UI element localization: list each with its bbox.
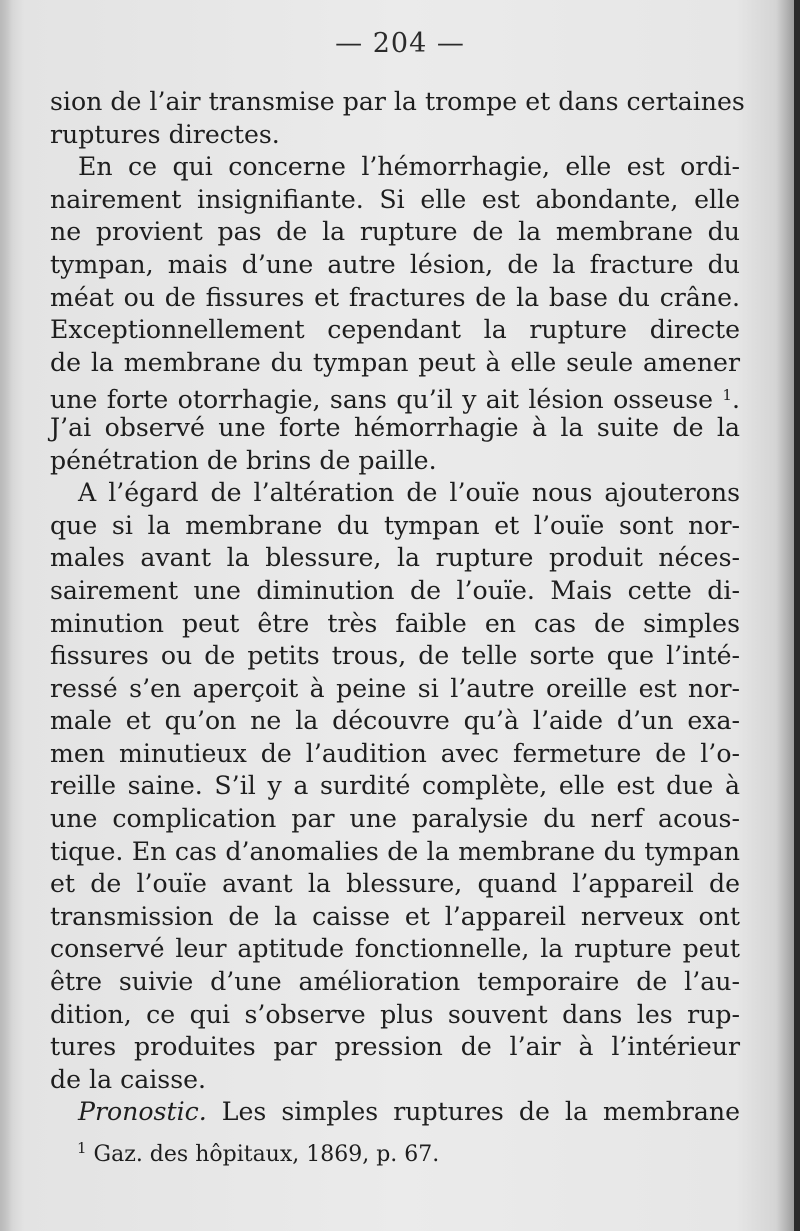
footnote (77, 1139, 439, 1167)
text-line: dition, ce qui s’observe plus souvent dans les rup- (50, 999, 740, 1029)
text-line: ne provient pas de la rupture de la membrane du (50, 217, 740, 247)
text-line: tures produites par pression de l’air à l’intérieur (50, 1032, 740, 1062)
text-line: conservé leur aptitude fonctionnelle, la rupture peut (50, 934, 740, 964)
text-line: fissures ou de petits trous, de telle sorte que l’inté- (50, 641, 740, 671)
text-line: sion de l’air transmise par la trompe et dans certaines (50, 87, 745, 116)
text-line: J’ai observé une forte hémorrhagie à la suite de la (50, 412, 740, 442)
text-line: pénétration de brins de paille. (50, 445, 437, 475)
footnote-number: 1 (77, 1139, 87, 1157)
text-line: males avant la blessure, la rupture produit néces- (50, 543, 740, 573)
text-line: et de l’ouïe avant la blessure, quand l’appareil de (50, 869, 740, 899)
text-line: reille saine. S’il y a surdité complète, elle est due à (50, 771, 740, 801)
text-line: ruptures directes. (50, 119, 280, 149)
text-line: de la caisse. (50, 1064, 207, 1094)
text-line-content: Les simples ruptures de la membrane (206, 1097, 740, 1127)
text-line: A l’égard de l’altération de l’ouïe nous ajouterons (78, 478, 740, 508)
text-line: sairement une diminution de l’ouïe. Mais cette di- (50, 575, 740, 605)
footnote-text: Gaz. des hôpitaux, 1869, p. 67. (86, 1142, 440, 1167)
text-line-pronostic (50, 1096, 740, 1129)
text-line: transmission de la caisse et l’appareil nerveux ont (50, 901, 740, 931)
footnote-ref-suffix: . (731, 385, 740, 415)
text-line: minution peut être très faible en cas de simples (50, 608, 740, 638)
footnote-ref: 1 (722, 386, 732, 405)
text-line: tympan, mais d’une autre lésion, de la fracture du (50, 249, 740, 279)
section-heading-pronostic: Pronostic. (78, 1097, 207, 1127)
text-line: que si la membrane du tympan et l’ouïe sont nor- (50, 510, 740, 540)
text-line: En ce qui concerne l’hémorrhagie, elle est ordi- (78, 152, 740, 182)
text-line-with-footnote (50, 379, 740, 415)
text-line: Exceptionnellement cependant la rupture directe (50, 315, 740, 345)
text-line: méat ou de fissures et fractures de la base du crâne. (50, 282, 740, 312)
page-number: — 204 — (335, 28, 465, 59)
text-line: nairement insignifiante. Si elle est abondante, elle (50, 184, 740, 214)
body-text (50, 86, 745, 1129)
text-line: être suivie d’une amélioration temporaire de l’au- (50, 967, 740, 997)
text-line: men minutieux de l’audition avec fermeture de l’o- (50, 738, 740, 768)
text-line: tique. En cas d’anomalies de la membrane du tympan (50, 836, 740, 866)
text-line: ressé s’en aperçoit à peine si l’autre oreille est nor- (50, 673, 740, 703)
text-line: de la membrane du tympan peut à elle seule amener (50, 347, 740, 377)
text-line-content: une forte otorrhagie, sans qu’il y ait lésion osseuse (50, 385, 714, 415)
text-line: male et qu’on ne la découvre qu’à l’aide d’un exa- (50, 706, 740, 736)
text-line: une complication par une paralysie du nerf acous- (50, 804, 740, 834)
